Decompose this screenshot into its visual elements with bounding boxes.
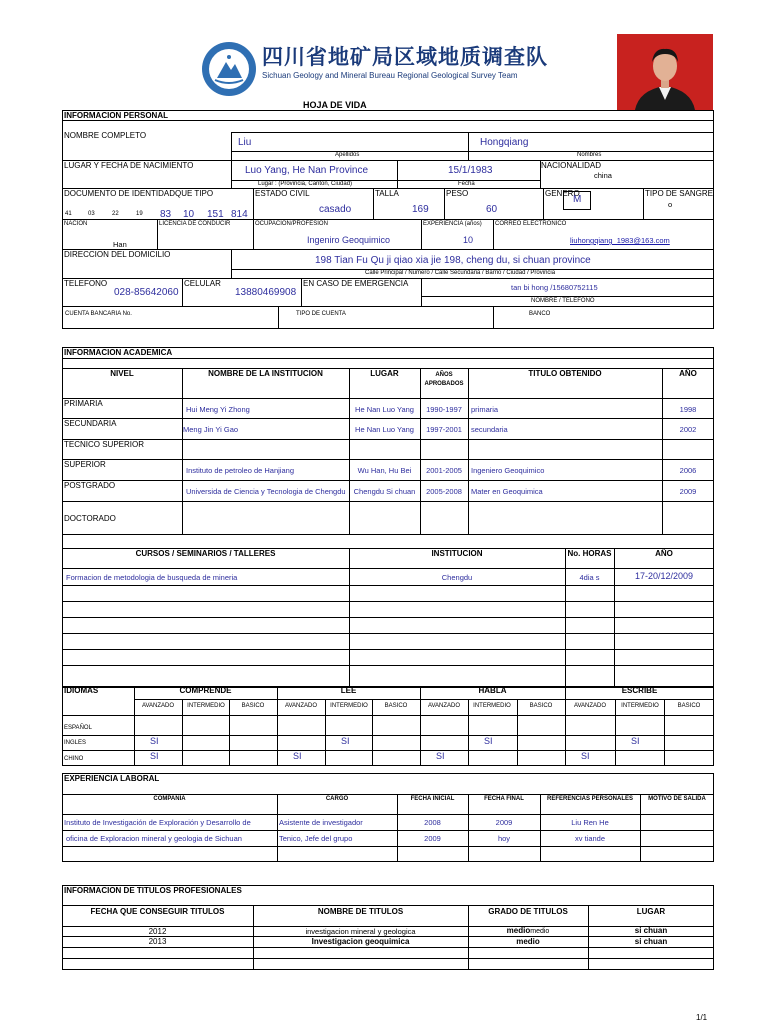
language-mark: SI xyxy=(150,751,159,761)
title-place-2: si chuan xyxy=(634,937,668,946)
id-label: DOCUMENTO DE IDENTIDADQUE TIPO xyxy=(64,189,214,198)
bank-account-label: CUENTA BANCARIA No. xyxy=(65,311,132,317)
language-mark: SI xyxy=(581,751,590,761)
language-mark: SI xyxy=(631,736,640,746)
lang-group-comprende: COMPRENDE xyxy=(179,686,232,695)
name-label: NOMBRE COMPLETO xyxy=(64,131,147,140)
bank-label: BANCO xyxy=(529,311,551,317)
titles-section-title: INFORMACION DE TITULOS PROFESIONALES xyxy=(64,886,242,895)
gender-value: M xyxy=(573,194,582,205)
work-company-1: Instituto de Investigación de Exploración y Desarrollo de xyxy=(64,818,251,827)
lang-group-habla: HABLA xyxy=(478,686,507,695)
academic-year: 2006 xyxy=(679,466,697,475)
lang-group-escribe: ESCRIBE xyxy=(621,686,658,695)
id-digit-3: 22 xyxy=(112,211,119,217)
nombres-caption: Nombres xyxy=(577,152,602,158)
academic-institution: Hui Meng Yi Zhong xyxy=(186,405,250,414)
nationality-label: NACIONALIDAD xyxy=(541,161,602,170)
lang-level-header: INTERMEDIO xyxy=(330,703,368,709)
col-horas: No. HORAS xyxy=(567,549,612,558)
date-caption: Fecha xyxy=(458,181,475,187)
col-curso-institucion: INSTITUCION xyxy=(431,549,483,558)
id-digit-2: 03 xyxy=(88,211,95,217)
weight-value: 60 xyxy=(486,204,498,215)
nationality-value: china xyxy=(594,171,612,180)
col-ano: AÑO xyxy=(679,369,697,378)
work-start-1: 2008 xyxy=(424,818,441,827)
academic-level: DOCTORADO xyxy=(64,514,116,523)
lang-group-lee: LEE xyxy=(340,686,357,695)
academic-title: Ingeniero Geoquimico xyxy=(471,466,545,475)
language-mark: SI xyxy=(341,736,350,746)
academic-years: 2001-2005 xyxy=(426,466,462,475)
org-logo xyxy=(200,40,258,98)
occupation-label: OCUPACION/PROFESION xyxy=(255,221,328,227)
academic-years: 1990-1997 xyxy=(426,405,462,414)
lang-level-header: AVANZADO xyxy=(284,703,318,709)
lang-level-header: INTERMEDIO xyxy=(473,703,511,709)
academic-level: TECNICO SUPERIOR xyxy=(64,440,145,449)
title-grade-1: mediomedio xyxy=(506,926,550,935)
title-date-1: 2012 xyxy=(148,927,167,936)
academic-level: POSTGRADO xyxy=(64,481,116,490)
lang-level-header: AVANZADO xyxy=(141,703,175,709)
id-digit-1: 41 xyxy=(65,211,72,217)
work-role-1: Asistente de investigador xyxy=(279,818,363,827)
title-date-2: 2013 xyxy=(148,937,167,946)
academic-place: Chengdu Si chuan xyxy=(353,487,416,496)
work-role-2: Tenico, Jefe del grupo xyxy=(279,834,353,843)
title-grade-2: medio xyxy=(516,937,540,946)
id-digit-7: 151 xyxy=(207,209,224,220)
address-caption: Calle Principal / Numero / Calle Secundaria / Barrio / Ciudad / Provincia xyxy=(365,270,556,276)
birth-date-value: 15/1/1983 xyxy=(448,165,493,176)
email-label: CORREO ELECTRONICO xyxy=(495,221,567,227)
academic-institution: Meng Jin Yi Gao xyxy=(183,425,239,434)
birth-label: LUGAR Y FECHA DE NACIMIENTO xyxy=(64,161,194,170)
work-ref-2: xv tiande xyxy=(574,834,606,843)
col-curso-ano: AÑO xyxy=(655,549,673,558)
blood-value: o xyxy=(668,200,673,209)
academic-level: PRIMARIA xyxy=(64,399,103,408)
col-motivo: MOTIVO DE SALIDA xyxy=(648,796,706,802)
surname-value: Liu xyxy=(238,137,252,148)
col-nombre-titulo: NOMBRE DE TITULOS xyxy=(317,907,404,916)
nation-value: Han xyxy=(113,240,127,249)
course-year: 17-20/12/2009 xyxy=(634,571,694,581)
language-mark: SI xyxy=(484,736,493,746)
weight-label: PESO xyxy=(446,189,469,198)
height-label: TALLA xyxy=(375,189,399,198)
personal-section-title: INFORMACION PERSONAL xyxy=(64,111,168,120)
col-cargo: CARGO xyxy=(325,796,349,802)
license-label: LICENCIA DE CONDUCIR xyxy=(159,221,231,227)
col-cursos: CURSOS / SEMINARIOS / TALLERES xyxy=(135,549,276,558)
document-title: HOJA DE VIDA xyxy=(303,100,367,110)
col-lugar-titulo: LUGAR xyxy=(636,907,666,916)
academic-place: He Nan Luo Yang xyxy=(355,425,414,434)
occupation-value: Ingeniro Geoquimico xyxy=(307,235,391,245)
academic-years: 1997-2001 xyxy=(426,425,462,434)
academic-place: He Nan Luo Yang xyxy=(355,405,414,414)
col-fecha-inicial: FECHA INICIAL xyxy=(410,796,455,802)
academic-title: secundaria xyxy=(471,425,508,434)
address-label: DIRECCION DEL DOMICILIO xyxy=(64,250,171,259)
place-caption: Lugar : (Provincia, Canton, Ciudad) xyxy=(258,181,353,187)
emergency-label: EN CASO DE EMERGENCIA xyxy=(303,279,409,288)
lang-level-header: INTERMEDIO xyxy=(187,703,225,709)
height-value: 169 xyxy=(412,204,429,215)
course-hours: 4dia s xyxy=(579,573,600,582)
language-name: ESPAÑOL xyxy=(64,725,92,731)
academic-years: 2005-2008 xyxy=(426,487,462,496)
col-lugar: LUGAR xyxy=(370,369,399,378)
lang-level-header: BASICO xyxy=(241,703,265,709)
col-anos: AÑOS xyxy=(435,372,453,378)
mobile-value: 13880469908 xyxy=(235,287,297,298)
lang-level-header: AVANZADO xyxy=(427,703,461,709)
work-end-2: hoy xyxy=(497,834,511,843)
language-name: CHINO xyxy=(64,756,84,762)
col-nivel: NIVEL xyxy=(110,369,134,378)
work-start-2: 2009 xyxy=(424,834,441,843)
academic-level: SECUNDARIA xyxy=(64,419,117,428)
course-institution: Chengdu xyxy=(441,573,473,582)
apellidos-caption: Apellidos xyxy=(335,152,360,158)
profile-photo xyxy=(617,34,713,110)
col-aprobados: APROBADOS xyxy=(424,381,464,387)
language-mark: SI xyxy=(150,736,159,746)
email-value[interactable]: liuhongqiang_1983@163.com xyxy=(570,236,670,245)
birth-place-value: Luo Yang, He Nan Province xyxy=(245,165,369,176)
work-section-title: EXPERIENCIA LABORAL xyxy=(64,774,160,783)
page-number: 1/1 xyxy=(696,1013,708,1022)
col-referencias: REFERENCIAS PERSONALES xyxy=(546,796,633,802)
academic-title: primaria xyxy=(471,405,499,414)
col-grado-titulo: GRADO DE TITULOS xyxy=(488,907,568,916)
experience-value: 10 xyxy=(463,235,474,245)
org-name-cn: 四川省地矿局区域地质调查队 xyxy=(262,45,548,69)
emergency-caption: NOMBRE / TELEFONO xyxy=(531,298,595,304)
col-fecha-final: FECHA FINAL xyxy=(484,796,524,802)
work-ref-1: Liu Ren He xyxy=(571,818,609,827)
language-mark: SI xyxy=(436,751,445,761)
emergency-value: tan bi hong /15680752115 xyxy=(511,283,598,292)
given-name-value: Hongqiang xyxy=(480,137,529,148)
account-type-label: TIPO DE CUENTA xyxy=(296,311,346,317)
nation-label: NACION xyxy=(64,221,88,227)
academic-year: 2009 xyxy=(679,487,697,496)
experience-label: EXPERIENCIA (años) xyxy=(423,221,482,227)
academic-institution: Universida de Ciencia y Tecnologia de Chengdu xyxy=(186,487,346,496)
title-place-1: si chuan xyxy=(634,926,668,935)
civil-value: casado xyxy=(319,204,352,215)
academic-title: Mater en Geoquimica xyxy=(471,487,543,496)
lang-level-header: BASICO xyxy=(529,703,553,709)
course-name: Formacion de metodologia de busqueda de mineria xyxy=(66,573,238,582)
col-titulo: TITULO OBTENIDO xyxy=(528,369,602,378)
phone-value: 028-85642060 xyxy=(114,287,179,298)
id-digit-6: 10 xyxy=(183,209,195,220)
academic-year: 2002 xyxy=(679,425,697,434)
col-fecha-titulo: FECHA QUE CONSEGUIR TITULOS xyxy=(90,907,225,916)
lang-level-header: BASICO xyxy=(677,703,701,709)
mobile-label: CELULAR xyxy=(184,279,221,288)
col-compania: COMPANIA xyxy=(153,796,186,802)
address-value: 198 Tian Fu Qu ji qiao xia jie 198, cheng du, si chuan province xyxy=(315,255,591,266)
language-name: INGLES xyxy=(64,740,87,746)
gender-label: GENERO xyxy=(545,189,580,198)
academic-section-title: INFORMACION ACADEMICA xyxy=(64,348,173,357)
id-digit-4: 19 xyxy=(136,211,143,217)
academic-level: SUPERIOR xyxy=(64,460,106,469)
lang-level-header: INTERMEDIO xyxy=(621,703,659,709)
work-company-2: oficina de Exploracion mineral y geologia de Sichuan xyxy=(66,834,242,843)
id-digit-5: 83 xyxy=(160,209,172,220)
language-mark: SI xyxy=(293,751,302,761)
lang-level-header: BASICO xyxy=(384,703,408,709)
org-name-en: Sichuan Geology and Mineral Bureau Regional Geological Survey Team xyxy=(262,71,518,80)
languages-section-title: IDIOMAS xyxy=(64,686,99,695)
blood-label: TIPO DE SANGRE xyxy=(645,189,714,198)
academic-place: Wu Han, Hu Bei xyxy=(357,466,412,475)
col-institucion: NOMBRE DE LA INSTITUCION xyxy=(208,369,323,378)
work-end-1: 2009 xyxy=(495,818,513,827)
academic-institution: Instituto de petroleo de Hanjiang xyxy=(186,466,294,475)
phone-label: TELEFONO xyxy=(64,279,108,288)
title-name-2: Investigacion geoquimica xyxy=(311,937,410,946)
id-digit-8: 814 xyxy=(231,209,248,220)
academic-year: 1998 xyxy=(679,405,697,414)
lang-level-header: AVANZADO xyxy=(573,703,607,709)
civil-label: ESTADO CIVIL xyxy=(255,189,310,198)
title-name-1: investigacion mineral y geologica xyxy=(305,927,416,936)
